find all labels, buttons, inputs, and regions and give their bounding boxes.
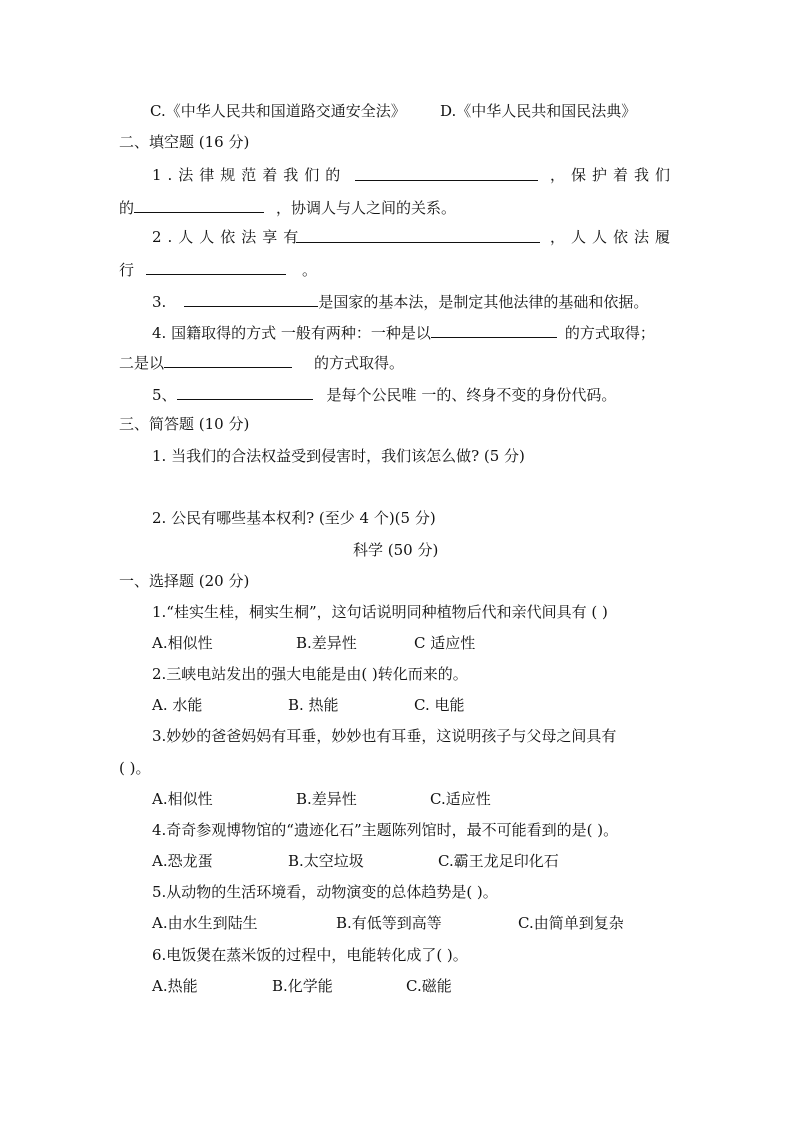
section-title-short-answer: 三、简答题 (10 分) xyxy=(119,415,250,433)
fill-q1-blank1[interactable] xyxy=(355,164,538,181)
choice-q6-b: B.化学能 xyxy=(272,977,333,995)
fill-q2-line2 xyxy=(119,258,317,280)
choice-q1-c: C 适应性 xyxy=(414,634,476,652)
fill-q4-text-b: 的方式取得； xyxy=(564,324,655,342)
fill-q5-text-b: 是每个公民唯 一的、终身不变的身份代码。 xyxy=(326,386,617,404)
choice-q2-b: B. 热能 xyxy=(288,696,339,714)
option-c: C.《中华人民共和国道路交通安全法》 xyxy=(150,102,406,120)
choice-q4-b: B.太空垃圾 xyxy=(288,852,364,870)
section-title-choice: 一、选择题 (20 分) xyxy=(119,572,250,590)
fill-q4-text-c: 二是以 xyxy=(119,354,165,372)
fill-q4-line1 xyxy=(152,321,655,343)
choice-q6-c: C.磁能 xyxy=(406,977,452,995)
fill-q1-text-c: 的 xyxy=(119,199,135,217)
short-answer-q2: 2. 公民有哪些基本权利? (至少 4 个)(5 分) xyxy=(152,509,436,527)
fill-q1-blank2[interactable] xyxy=(134,196,264,213)
choice-q5-c: C.由简单到复杂 xyxy=(518,914,624,932)
fill-q5 xyxy=(152,383,616,405)
fill-q5-text-a: 5、 xyxy=(152,386,177,404)
choice-q1-a: A.相似性 xyxy=(152,634,213,652)
fill-q4-blank1[interactable] xyxy=(431,321,557,338)
choice-q3-b: B.差异性 xyxy=(296,790,357,808)
fill-q4-blank2[interactable] xyxy=(164,351,292,368)
fill-q2-blank1[interactable] xyxy=(296,226,540,243)
fill-q1-text-d: ，协调人与人之间的关系。 xyxy=(276,199,457,217)
fill-q3-text-a: 3. xyxy=(152,293,167,311)
fill-q3-text-b: 是国家的基本法，是制定其他法律的基础和依据。 xyxy=(318,293,649,311)
choice-q2-stem: 2.三峡电站发出的强大电能是由( )转化而来的。 xyxy=(152,665,468,683)
choice-q2-a: A. 水能 xyxy=(152,696,203,714)
choice-q4-stem: 4.奇奇参观博物馆的“遗迹化石”主题陈列馆时，最不可能看到的是( )。 xyxy=(152,821,619,839)
choice-q3-a: A.相似性 xyxy=(152,790,213,808)
fill-q1-text-b: ，保护着我们 xyxy=(550,166,677,184)
choice-q3-c: C.适应性 xyxy=(430,790,491,808)
choice-q6-stem: 6.电饭煲在蒸米饭的过程中，电能转化成了( )。 xyxy=(152,946,468,964)
fill-q2-blank2[interactable] xyxy=(146,258,286,275)
fill-q2-text-d: 。 xyxy=(302,261,318,279)
choice-q3-stem2: ( )。 xyxy=(119,759,151,777)
section-title-fill-blank: 二、填空题 (16 分) xyxy=(119,133,250,151)
choice-q1-b: B.差异性 xyxy=(296,634,357,652)
choice-q1-stem: 1.“桂实生桂，桐实生桐”，这句话说明同种植物后代和亲代间具有 ( ) xyxy=(152,603,608,621)
fill-q3 xyxy=(152,290,648,312)
choice-q5-stem: 5.从动物的生活环境看，动物演变的总体趋势是( )。 xyxy=(152,883,498,901)
fill-q5-blank[interactable] xyxy=(177,383,313,400)
fill-q2-text-b: ，人人依法履 xyxy=(550,228,677,246)
fill-q3-blank[interactable] xyxy=(184,290,318,307)
fill-q4-line2 xyxy=(119,351,404,373)
fill-q2-text-a: 2.人人依法享有 xyxy=(152,228,305,246)
fill-q4-text-d: 的方式取得。 xyxy=(314,354,405,372)
fill-q2-text-c: 行 xyxy=(119,261,135,279)
choice-q5-a: A.由水生到陆生 xyxy=(152,914,258,932)
option-d: D.《中华人民共和国民法典》 xyxy=(440,102,637,120)
fill-q4-text-a: 4. 国籍取得的方式 一般有两种：一种是以 xyxy=(152,324,431,342)
short-answer-q1: 1. 当我们的合法权益受到侵害时，我们该怎么做? (5 分) xyxy=(152,447,525,465)
choice-q2-c: C. 电能 xyxy=(414,696,465,714)
science-heading: 科学 (50 分) xyxy=(353,541,439,559)
fill-q1-line1 xyxy=(152,165,346,185)
choice-q3-stem: 3.妙妙的爸爸妈妈有耳垂，妙妙也有耳垂，这说明孩子与父母之间具有 xyxy=(152,727,617,745)
fill-q1-text-a: 1.法律规范着我们的 xyxy=(152,166,347,184)
fill-q1-line2 xyxy=(119,196,456,218)
choice-q6-a: A.热能 xyxy=(152,977,198,995)
choice-q4-c: C.霸王龙足印化石 xyxy=(438,852,559,870)
choice-q5-b: B.有低等到高等 xyxy=(336,914,442,932)
choice-q4-a: A.恐龙蛋 xyxy=(152,852,213,870)
